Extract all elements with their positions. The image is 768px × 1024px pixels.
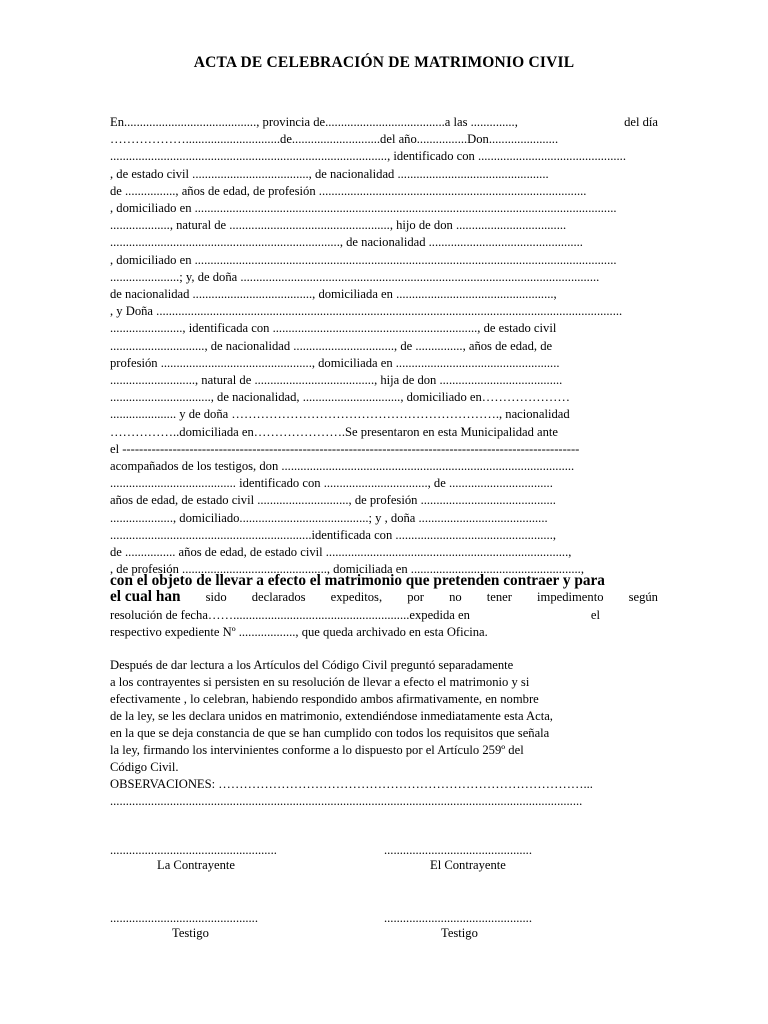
form-line	[110, 475, 658, 492]
word: sido	[205, 590, 227, 604]
signature-line-testigo-1: ...............................................	[110, 911, 258, 925]
form-line	[110, 458, 658, 475]
document-title: ACTA DE CELEBRACIÓN DE MATRIMONIO CIVIL	[193, 54, 575, 71]
form-line-text: , y Doña ....................................................................................................................................................	[110, 304, 623, 319]
form-line-text: profesión ................................................, domiciliada en ....................................................	[110, 355, 560, 370]
form-line-text: el -------------------------------------------------------------------------------------------------------------	[110, 441, 580, 456]
closing-paragraph	[110, 657, 658, 776]
form-line	[110, 527, 658, 544]
label-testigo-2: Testigo	[441, 926, 478, 940]
form-line-text: ......................; y, de doña ..................................................................................................................	[110, 269, 600, 284]
form-line-text: acompañados de los testigos, don .............................................................................................	[110, 459, 575, 473]
bold-statement: con el objeto de llevar a efecto el matrimonio que pretenden contraer y para	[110, 572, 605, 589]
form-line	[110, 252, 658, 269]
signature-line-contrayente-m: ...............................................	[384, 843, 532, 857]
form-line-text: ………………..............................de............................del año................Don......................	[110, 132, 559, 147]
form-line-text: .............................., de nacionalidad ................................, de ..............., años de edad, de	[110, 338, 553, 353]
word: impedimento	[537, 590, 604, 604]
form-line	[110, 131, 658, 148]
label-contrayente-m: El Contrayente	[430, 858, 506, 872]
form-line-text: ..........................., natural de ......................................, hija de don .......................................	[110, 373, 563, 387]
form-line-text: ................................................................identificada con ..................................................,	[110, 527, 556, 542]
form-line-text: ...................., domiciliado.........................................; y , doña .........................................	[110, 510, 548, 525]
signature-line-contrayente-f: .....................................................	[110, 843, 277, 857]
form-line	[110, 234, 658, 251]
form-line	[110, 510, 658, 527]
form-line-text: de ................, años de edad, de profesión .....................................................................................	[110, 183, 587, 198]
form-line	[110, 286, 658, 303]
observaciones-dots: ……………………………………………………………………………...	[215, 777, 593, 791]
form-line	[110, 148, 658, 165]
observaciones-label: OBSERVACIONES:	[110, 777, 216, 791]
signature-line-testigo-2: ...............................................	[384, 911, 532, 925]
word: declarados	[251, 590, 306, 604]
form-line	[110, 441, 658, 458]
form-line	[110, 320, 658, 337]
form-line-text: ……………..domiciliada en………………….Se presentaron en esta Municipalidad ante	[110, 424, 559, 439]
resolucion-line	[110, 607, 600, 624]
label-contrayente-f: La Contrayente	[157, 858, 235, 872]
form-line	[110, 269, 658, 286]
paragraph-line: a los contrayentes si persisten en su resolución de llevar a efecto el matrimonio y si	[110, 675, 530, 689]
mixed-bold: el cual han	[110, 589, 181, 605]
form-line-text: ..................... y de doña ………………………………………………………., nacionalidad	[110, 407, 570, 422]
word: tener	[486, 590, 512, 604]
form-line-text: ........................................................................., de nacionalidad .................................................	[110, 235, 583, 250]
paragraph-line: en la que se deja constancia de que se han cumplido con todos los requisitos que señala	[110, 726, 550, 740]
form-line-text: , de estado civil ....................................., de nacionalidad ................................................	[110, 166, 549, 181]
form-line	[110, 183, 658, 200]
form-line	[110, 355, 658, 372]
form-line	[110, 338, 658, 355]
word: por	[407, 590, 424, 604]
form-line	[110, 114, 658, 131]
word: según	[628, 590, 658, 604]
form-line-text: años de edad, de estado civil ............................., de profesión ...........................................	[110, 493, 556, 508]
paragraph-line: la ley, firmando los intervinientes conforme a lo dispuesto por el Artículo 259º del	[110, 743, 524, 757]
mixed-line	[110, 589, 658, 606]
form-line	[110, 492, 658, 509]
label-testigo-1: Testigo	[172, 926, 209, 940]
form-line-text: , domiciliado en ......................................................................................................................................	[110, 252, 617, 267]
form-line	[110, 372, 658, 389]
form-line-text: del día	[624, 115, 658, 129]
form-line	[110, 544, 658, 561]
form-line-text: ........................................................................................, identificado con ...............................................	[110, 149, 626, 164]
form-line-text: ................................, de nacionalidad, ..............................., domiciliado en…………………	[110, 390, 570, 405]
form-line-text: En.........................................., provincia de......................................a las ..............,	[110, 115, 518, 129]
form-line-text: , domiciliado en ......................................................................................................................................	[110, 201, 617, 215]
form-line	[110, 200, 658, 217]
paragraph-line: Código Civil.	[110, 760, 179, 774]
word: expeditos,	[330, 590, 383, 604]
form-line-text: ........................................ identificado con ................................., de .................................	[110, 476, 553, 491]
form-line	[110, 424, 658, 441]
paragraph-line: efectivamente , lo celebran, habiendo respondido ambos afirmativamente, en nombre	[110, 692, 539, 706]
observaciones-line-2: ......................................................................................................................................................	[110, 794, 583, 808]
form-line	[110, 389, 658, 406]
form-line-text: ..................., natural de ..................................................., hijo de don ...................................	[110, 218, 567, 233]
form-line	[110, 217, 658, 234]
expediente-line: respectivo expediente Nº .................., que queda archivado en esta Oficina.	[110, 625, 488, 639]
resolucion-end: el	[590, 608, 600, 622]
form-line	[110, 303, 658, 320]
paragraph-line: de la ley, se les declara unidos en matrimonio, extendiéndose inmediatamente esta Acta,	[110, 709, 553, 723]
form-line	[110, 406, 658, 423]
form-line-text: , de profesión .............................................., domiciliada en ......................................................,	[110, 562, 584, 577]
form-line-text: ......................., identificada con ................................................................., de estado civil	[110, 321, 557, 336]
form-line-text: de nacionalidad ......................................, domiciliada en ..................................................,	[110, 287, 557, 301]
form-line	[110, 166, 658, 183]
paragraph-line: Después de dar lectura a los Artículos del Código Civil preguntó separadamente	[110, 658, 514, 672]
resolucion-text: resolución de fecha……........................................................expedida en	[110, 608, 470, 622]
word: no	[449, 590, 462, 604]
observaciones-line	[110, 776, 658, 793]
form-line-text: de ................ años de edad, de estado civil .............................................................................,	[110, 545, 572, 559]
